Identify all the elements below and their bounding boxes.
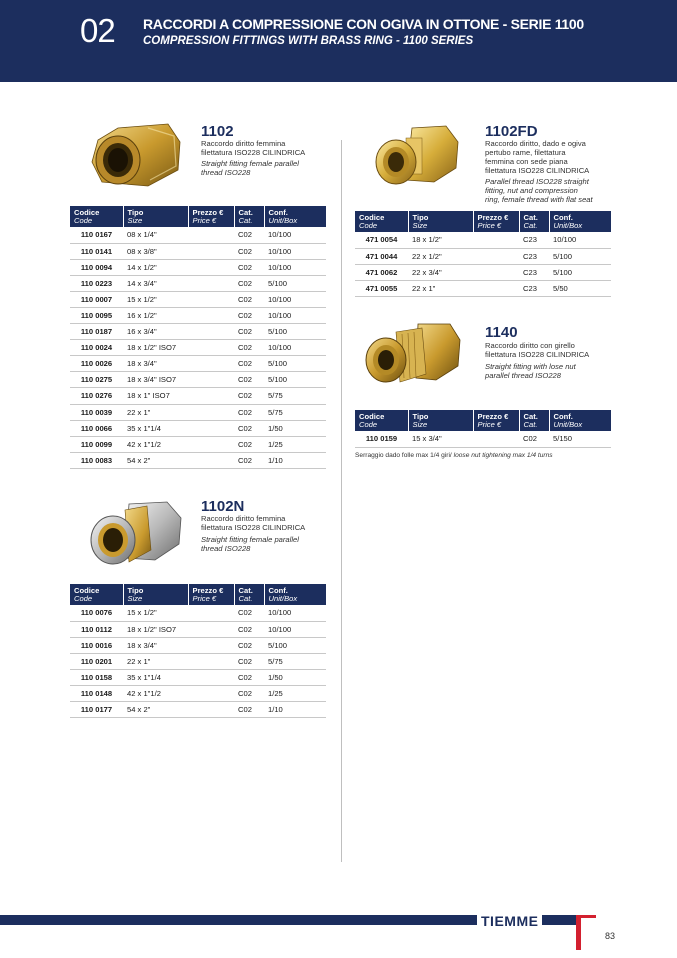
table-row bbox=[70, 420, 326, 436]
product-image-1102N bbox=[85, 500, 185, 572]
cell-conf: 5/100 bbox=[264, 372, 326, 388]
cell-cat: C02 bbox=[234, 275, 264, 291]
product-image-1102FD bbox=[370, 124, 460, 194]
cell-code: 110 0039 bbox=[70, 404, 123, 420]
cell-size: 42 x 1"1/2 bbox=[123, 436, 188, 452]
table-row bbox=[70, 637, 326, 653]
cell-code: 110 0167 bbox=[70, 227, 123, 243]
cell-conf: 5/100 bbox=[264, 637, 326, 653]
cell-size: 16 x 1/2" bbox=[123, 307, 188, 323]
cell-code: 110 0026 bbox=[70, 356, 123, 372]
cell-price bbox=[188, 324, 234, 340]
cell-cat: C02 bbox=[234, 307, 264, 323]
cell-price bbox=[188, 653, 234, 669]
cell-size: 22 x 1" bbox=[408, 280, 473, 296]
cell-code: 110 0159 bbox=[355, 431, 408, 447]
col-conf: Conf. Unit/Box bbox=[264, 206, 326, 227]
cell-conf: 1/10 bbox=[264, 452, 326, 468]
cell-price bbox=[473, 264, 519, 280]
cell-price bbox=[188, 227, 234, 243]
cell-conf: 5/100 bbox=[264, 324, 326, 340]
product-desc-it-1102: Raccordo diritto femmina filettatura ISO228 CILINDRICA bbox=[201, 139, 306, 157]
table-row bbox=[70, 307, 326, 323]
col-size: Tipo Size bbox=[123, 584, 188, 605]
cell-conf: 10/100 bbox=[549, 232, 611, 248]
cell-conf: 5/150 bbox=[549, 431, 611, 447]
cell-code: 110 0083 bbox=[70, 452, 123, 468]
table-row bbox=[70, 372, 326, 388]
product-desc-en-1102FD: Parallel thread ISO228 straight fitting, nut and compression ring, female thread with flat seat bbox=[485, 177, 593, 204]
cell-code: 471 0054 bbox=[355, 232, 408, 248]
cell-code: 110 0024 bbox=[70, 340, 123, 356]
cell-price bbox=[188, 452, 234, 468]
cell-conf: 10/100 bbox=[264, 340, 326, 356]
cell-size: 16 x 3/4" bbox=[123, 324, 188, 340]
col-price: Prezzo € Price € bbox=[473, 211, 519, 232]
product-table-1102 bbox=[70, 206, 326, 469]
cell-cat: C02 bbox=[234, 356, 264, 372]
table-body-1102FD bbox=[355, 232, 611, 296]
table-row bbox=[70, 356, 326, 372]
cell-size: 08 x 1/4" bbox=[123, 227, 188, 243]
product-table-1140 bbox=[355, 410, 611, 448]
table-row bbox=[355, 264, 611, 280]
cell-cat: C02 bbox=[234, 452, 264, 468]
cell-price bbox=[188, 685, 234, 701]
table-header-row bbox=[355, 410, 611, 431]
cell-conf: 1/10 bbox=[264, 702, 326, 718]
table-row bbox=[70, 243, 326, 259]
cell-size: 22 x 3/4" bbox=[408, 264, 473, 280]
cell-conf: 10/100 bbox=[264, 227, 326, 243]
cell-conf: 5/75 bbox=[264, 653, 326, 669]
cell-cat: C02 bbox=[519, 431, 549, 447]
table-row bbox=[70, 436, 326, 452]
cell-price bbox=[188, 291, 234, 307]
cell-cat: C02 bbox=[234, 388, 264, 404]
cell-conf: 10/100 bbox=[264, 621, 326, 637]
cell-price bbox=[188, 307, 234, 323]
table-row bbox=[70, 340, 326, 356]
cell-conf: 5/100 bbox=[264, 275, 326, 291]
cell-conf: 1/25 bbox=[264, 685, 326, 701]
cell-size: 08 x 3/8" bbox=[123, 243, 188, 259]
product-code-1102: 1102 bbox=[201, 123, 234, 140]
cell-cat: C23 bbox=[519, 232, 549, 248]
table-row bbox=[355, 280, 611, 296]
cell-code: 110 0076 bbox=[70, 605, 123, 621]
col-size: Tipo Size bbox=[408, 410, 473, 431]
col-cat: Cat. Cat. bbox=[519, 410, 549, 431]
cell-cat: C02 bbox=[234, 227, 264, 243]
col-price: Prezzo € Price € bbox=[473, 410, 519, 431]
cell-conf: 1/25 bbox=[264, 436, 326, 452]
cell-cat: C02 bbox=[234, 340, 264, 356]
cell-code: 110 0007 bbox=[70, 291, 123, 307]
cell-cat: C02 bbox=[234, 669, 264, 685]
cell-cat: C02 bbox=[234, 324, 264, 340]
col-conf: Conf. Unit/Box bbox=[264, 584, 326, 605]
product-image-1102 bbox=[88, 122, 184, 192]
table-header-row bbox=[70, 584, 326, 605]
cell-price bbox=[473, 280, 519, 296]
product-code-1102N: 1102N bbox=[201, 498, 245, 515]
product-desc-it-1140: Raccordo diritto con girello filettatura ISO228 CILINDRICA bbox=[485, 341, 590, 359]
cell-price bbox=[188, 420, 234, 436]
cell-cat: C02 bbox=[234, 436, 264, 452]
table-row bbox=[70, 388, 326, 404]
footer-accent bbox=[576, 915, 581, 950]
cell-price bbox=[188, 404, 234, 420]
col-code: Codice Code bbox=[355, 211, 408, 232]
cell-code: 110 0201 bbox=[70, 653, 123, 669]
page-subtitle: COMPRESSION FITTINGS WITH BRASS RING - 1100 SERIES bbox=[143, 35, 474, 47]
cell-code: 471 0055 bbox=[355, 280, 408, 296]
cell-conf: 5/75 bbox=[264, 388, 326, 404]
table-row bbox=[70, 702, 326, 718]
product-image-1140 bbox=[362, 320, 462, 392]
cell-price bbox=[473, 431, 519, 447]
cell-cat: C02 bbox=[234, 621, 264, 637]
cell-code: 110 0112 bbox=[70, 621, 123, 637]
cell-price bbox=[188, 669, 234, 685]
cell-cat: C02 bbox=[234, 605, 264, 621]
page-number: 83 bbox=[605, 931, 616, 941]
table-row bbox=[355, 232, 611, 248]
cell-size: 18 x 1/2" bbox=[408, 232, 473, 248]
cell-code: 110 0066 bbox=[70, 420, 123, 436]
cell-size: 15 x 3/4" bbox=[408, 431, 473, 447]
col-cat: Cat. Cat. bbox=[234, 206, 264, 227]
cell-price bbox=[188, 259, 234, 275]
cell-cat: C02 bbox=[234, 420, 264, 436]
cell-cat: C02 bbox=[234, 291, 264, 307]
table-row bbox=[70, 669, 326, 685]
cell-code: 110 0177 bbox=[70, 702, 123, 718]
cell-conf: 1/50 bbox=[264, 669, 326, 685]
cell-cat: C02 bbox=[234, 702, 264, 718]
table-row bbox=[70, 324, 326, 340]
cell-cat: C23 bbox=[519, 280, 549, 296]
col-cat: Cat. Cat. bbox=[234, 584, 264, 605]
cell-code: 110 0148 bbox=[70, 685, 123, 701]
product-desc-it-1102N: Raccordo diritto femmina filettatura ISO228 CILINDRICA bbox=[201, 514, 306, 532]
table-row bbox=[70, 452, 326, 468]
cell-size: 35 x 1"1/4 bbox=[123, 420, 188, 436]
product-desc-en-1140: Straight fitting with lose nut parallel thread ISO228 bbox=[485, 362, 576, 380]
cell-conf: 5/75 bbox=[264, 404, 326, 420]
cell-conf: 5/100 bbox=[549, 248, 611, 264]
cell-cat: C23 bbox=[519, 248, 549, 264]
cell-price bbox=[188, 275, 234, 291]
product-desc-en-1102N: Straight fitting female parallel thread ISO228 bbox=[201, 535, 299, 553]
cell-size: 22 x 1" bbox=[123, 653, 188, 669]
cell-size: 18 x 3/4" bbox=[123, 637, 188, 653]
brand-logo: TIEMME bbox=[477, 913, 542, 929]
cell-code: 110 0158 bbox=[70, 669, 123, 685]
product-table-1102N bbox=[70, 584, 326, 718]
cell-price bbox=[188, 621, 234, 637]
table-row bbox=[355, 248, 611, 264]
cell-cat: C02 bbox=[234, 404, 264, 420]
cell-code: 110 0223 bbox=[70, 275, 123, 291]
cell-size: 54 x 2" bbox=[123, 702, 188, 718]
table-row bbox=[70, 621, 326, 637]
cell-price bbox=[473, 248, 519, 264]
product-code-1140: 1140 bbox=[485, 324, 518, 341]
cell-size: 15 x 1/2" bbox=[123, 291, 188, 307]
cell-conf: 1/50 bbox=[264, 420, 326, 436]
col-price: Prezzo € Price € bbox=[188, 206, 234, 227]
table-row bbox=[70, 227, 326, 243]
table-row bbox=[355, 431, 611, 447]
cell-price bbox=[188, 356, 234, 372]
product-desc-en-1102: Straight fitting female parallel thread ISO228 bbox=[201, 159, 299, 177]
cell-conf: 5/100 bbox=[549, 264, 611, 280]
tightening-note: Serraggio dado folle max 1/4 giri/ loose nut tightening max 1/4 turns bbox=[355, 452, 553, 459]
cell-conf: 5/50 bbox=[549, 280, 611, 296]
cell-conf: 10/100 bbox=[264, 307, 326, 323]
table-header-row bbox=[355, 211, 611, 232]
cell-size: 14 x 1/2" bbox=[123, 259, 188, 275]
cell-code: 110 0094 bbox=[70, 259, 123, 275]
table-header-row bbox=[70, 206, 326, 227]
col-code: Codice Code bbox=[70, 584, 123, 605]
cell-size: 42 x 1"1/2 bbox=[123, 685, 188, 701]
cell-price bbox=[188, 605, 234, 621]
cell-price bbox=[473, 232, 519, 248]
table-row bbox=[70, 685, 326, 701]
page-header bbox=[0, 0, 677, 82]
cell-cat: C02 bbox=[234, 243, 264, 259]
col-code: Codice Code bbox=[355, 410, 408, 431]
table-row bbox=[70, 605, 326, 621]
table-body-1140 bbox=[355, 431, 611, 447]
cell-price bbox=[188, 243, 234, 259]
cell-cat: C02 bbox=[234, 637, 264, 653]
cell-cat: C02 bbox=[234, 372, 264, 388]
cell-size: 18 x 3/4" bbox=[123, 356, 188, 372]
cell-size: 18 x 1/2" ISO7 bbox=[123, 340, 188, 356]
col-conf: Conf. Unit/Box bbox=[549, 410, 611, 431]
cell-price bbox=[188, 702, 234, 718]
cell-code: 110 0016 bbox=[70, 637, 123, 653]
product-desc-it-1102FD: Raccordo diritto, dado e ogiva pertubo rame, filettatura femmina con sede piana filettatura ISO228 CILINDRICA bbox=[485, 139, 590, 175]
cell-size: 14 x 3/4" bbox=[123, 275, 188, 291]
cell-conf: 10/100 bbox=[264, 291, 326, 307]
footer-accent-top bbox=[576, 915, 596, 918]
cell-conf: 5/100 bbox=[264, 356, 326, 372]
chapter-number: 02 bbox=[80, 12, 115, 49]
cell-size: 35 x 1"1/4 bbox=[123, 669, 188, 685]
cell-price bbox=[188, 637, 234, 653]
col-code: Codice Code bbox=[70, 206, 123, 227]
cell-code: 110 0276 bbox=[70, 388, 123, 404]
cell-size: 22 x 1/2" bbox=[408, 248, 473, 264]
cell-price bbox=[188, 340, 234, 356]
cell-conf: 10/100 bbox=[264, 605, 326, 621]
table-body-1102 bbox=[70, 227, 326, 468]
table-row bbox=[70, 291, 326, 307]
table-row bbox=[70, 653, 326, 669]
cell-size: 54 x 2" bbox=[123, 452, 188, 468]
cell-conf: 10/100 bbox=[264, 243, 326, 259]
cell-cat: C02 bbox=[234, 653, 264, 669]
cell-size: 18 x 1/2" ISO7 bbox=[123, 621, 188, 637]
table-body-1102N bbox=[70, 605, 326, 718]
cell-code: 110 0099 bbox=[70, 436, 123, 452]
table-row bbox=[70, 259, 326, 275]
cell-cat: C02 bbox=[234, 685, 264, 701]
product-code-1102FD: 1102FD bbox=[485, 123, 538, 140]
cell-code: 471 0044 bbox=[355, 248, 408, 264]
cell-code: 110 0187 bbox=[70, 324, 123, 340]
cell-code: 110 0275 bbox=[70, 372, 123, 388]
cell-size: 18 x 1" ISO7 bbox=[123, 388, 188, 404]
cell-code: 110 0141 bbox=[70, 243, 123, 259]
col-cat: Cat. Cat. bbox=[519, 211, 549, 232]
cell-code: 471 0062 bbox=[355, 264, 408, 280]
cell-cat: C02 bbox=[234, 259, 264, 275]
cell-price bbox=[188, 372, 234, 388]
col-conf: Conf. Unit/Box bbox=[549, 211, 611, 232]
col-price: Prezzo € Price € bbox=[188, 584, 234, 605]
cell-cat: C23 bbox=[519, 264, 549, 280]
cell-price bbox=[188, 388, 234, 404]
cell-size: 22 x 1" bbox=[123, 404, 188, 420]
cell-price bbox=[188, 436, 234, 452]
cell-code: 110 0095 bbox=[70, 307, 123, 323]
column-divider bbox=[341, 140, 342, 862]
table-row bbox=[70, 275, 326, 291]
cell-size: 18 x 3/4" ISO7 bbox=[123, 372, 188, 388]
page-title: RACCORDI A COMPRESSIONE CON OGIVA IN OTTONE - SERIE 1100 bbox=[143, 16, 584, 32]
col-size: Tipo Size bbox=[123, 206, 188, 227]
cell-conf: 10/100 bbox=[264, 259, 326, 275]
product-table-1102FD bbox=[355, 211, 611, 297]
col-size: Tipo Size bbox=[408, 211, 473, 232]
cell-size: 15 x 1/2" bbox=[123, 605, 188, 621]
table-row bbox=[70, 404, 326, 420]
